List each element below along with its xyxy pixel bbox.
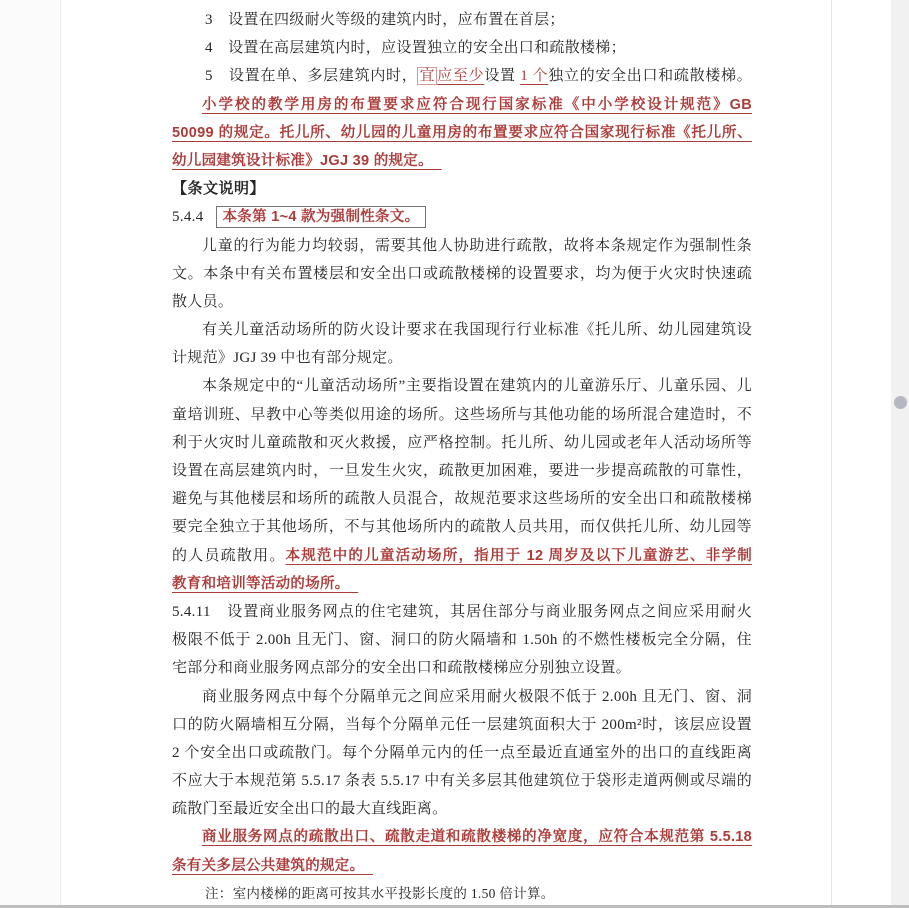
- text-run: 的人员疏散用。: [172, 547, 286, 564]
- clause-5-4-11-line-3: [172, 654, 752, 682]
- para-children-line-3: [172, 288, 752, 316]
- page-left-rule: [60, 0, 61, 908]
- red-revision-text: 本规范中的儿童活动场所，指用于 12 周岁及以下儿童游艺、非学制: [285, 547, 752, 564]
- section-label-explanation: [172, 175, 752, 203]
- text-run: 极限不低于 2.00h 且无门、窗、洞口的防火隔墙和 1.50h 的不燃性楼板完全分隔，住: [172, 632, 752, 649]
- text-run: 文。本条中有关布置楼层和安全出口或疏散楼梯的设置要求，均为便于火灾时快速疏: [172, 265, 752, 282]
- text-run: 设置在高层建筑内时，一旦发生火灾，疏散更加困难，要进一步提高疏散的可靠性，: [172, 463, 752, 479]
- para-places-line-1: [172, 372, 752, 400]
- deleted-word-box: 宜: [419, 68, 436, 85]
- mandatory-clause-box: 本条第 1~4 款为强制性条文。: [216, 206, 427, 228]
- para-standard-line-2: [172, 344, 752, 372]
- para-network-line-3: [172, 739, 752, 767]
- text-run: 设置: [484, 68, 521, 85]
- text-run: 4 设置在高层建筑内时，应设置独立的安全出口和疏散楼梯；: [205, 40, 626, 57]
- text-run: 儿童的行为能力均较弱，需要其他人协助进行疏散，故将本条规定作为强制性条: [202, 237, 752, 254]
- para-places-line-8: [172, 570, 752, 598]
- amendment-width-line-1: [172, 823, 752, 851]
- scroll-indicator-dot[interactable]: [894, 396, 907, 409]
- amendment-school-line-1: [172, 91, 752, 119]
- red-revision-text: 50099 的规定。托儿所、幼儿园的儿童用房的布置要求应符合国家现行标准《托儿所、: [172, 124, 752, 141]
- text-run: 5.4.4: [172, 209, 204, 226]
- footnote: [172, 880, 752, 908]
- para-places-line-7: [172, 542, 752, 570]
- para-children-line-1: [172, 232, 752, 260]
- text-run: 避免与其他楼层和场所的疏散人员混合，故规范要求这些场所的安全出口和疏散楼梯: [172, 491, 752, 508]
- amendment-width-line-2: [172, 852, 752, 880]
- red-revision-text: 幼儿园建筑设计标准》JGJ 39 的规定。: [172, 152, 442, 169]
- text-run: 本条规定中的“儿童活动场所”主要指设置在建筑内的儿童游乐厅、儿童乐园、儿: [202, 378, 752, 395]
- text-run: 注：室内楼梯的距离可按其水平投影长度的 1.50 倍计算。: [205, 885, 555, 901]
- para-network-line-2: [172, 711, 752, 739]
- document-content: [172, 6, 752, 908]
- para-places-line-3: [172, 429, 752, 457]
- para-network-line-5: [172, 795, 752, 823]
- red-inline-revision: 1 个: [520, 68, 549, 85]
- text-run: 有关儿童活动场所的防火设计要求在我国现行行业标准《托儿所、幼儿园建筑设: [202, 322, 752, 339]
- clause-item-3: [172, 6, 752, 34]
- red-inline-revision: 应至少: [437, 68, 485, 85]
- red-revision-text: 条有关多层公共建筑的规定。: [172, 857, 374, 874]
- text-run: 5 设置在单、多层建筑内时，: [205, 68, 418, 85]
- text-run: 3 设置在四级耐火等级的建筑内时，应布置在首层；: [205, 12, 565, 28]
- para-network-line-4: [172, 767, 752, 795]
- text-run: 宅部分和商业服务网点部分的安全出口和疏散楼梯应分别独立设置。: [172, 660, 632, 677]
- para-places-line-2: [172, 401, 752, 429]
- para-places-line-6: [172, 513, 752, 541]
- text-run: 【条文说明】: [172, 180, 266, 198]
- text-run: 商业服务网点中每个分隔单元之间应采用耐火极限不低于 2.00h 且无门、窗、洞: [202, 688, 752, 705]
- para-places-line-5: [172, 485, 752, 513]
- text-run: 不应大于本规范第 5.5.17 条表 5.5.17 中有关多层其他建筑位于袋形走道两侧或尽端的: [172, 773, 752, 790]
- red-revision-text: 小学校的教学用房的布置要求应符合现行国家标准《中小学校设计规范》GB: [202, 96, 752, 113]
- text-run: 口的防火隔墙相互分隔，当每个分隔单元任一层建筑面积大于 200m²时，该层应设置: [172, 716, 752, 733]
- para-network-line-1: [172, 683, 752, 711]
- text-run: 童培训班、早教中心等类似用途的场所。这些场所与其他功能的场所混合建造时，不: [172, 406, 752, 423]
- text-run: 2 个安全出口或疏散门。每个分隔单元内的任一点至最近直通室外的出口的直线距离: [172, 744, 752, 761]
- scrollbar-gutter: [891, 0, 909, 908]
- amendment-school-line-3: [172, 147, 752, 175]
- para-children-line-2: [172, 260, 752, 288]
- text-run: 散人员。: [172, 293, 234, 310]
- clause-item-4: [172, 34, 752, 62]
- red-revision-text: 商业服务网点的疏散出口、疏散走道和疏散楼梯的净宽度，应符合本规范第 5.5.18: [202, 829, 752, 846]
- clause-5-4-11-line-1: [172, 598, 752, 626]
- clause-5-4-11-line-2: [172, 626, 752, 654]
- text-run: 利于火灾时儿童疏散和灭火救援，应严格控制。托儿所、幼儿园或老年人活动场所等: [172, 434, 752, 451]
- para-standard-line-1: [172, 316, 752, 344]
- page-right-rule: [831, 0, 832, 908]
- para-places-line-4: [172, 457, 752, 485]
- text-run: 5.4.11 设置商业服务网点的住宅建筑，其居住部分与商业服务网点之间应采用耐火: [172, 603, 752, 620]
- clause-item-5: [172, 62, 752, 90]
- text-run: 独立的安全出口和疏散楼梯。: [548, 68, 753, 85]
- red-revision-text: 教育和培训等活动的场所。: [172, 575, 359, 592]
- text-run: 疏散门至最近安全出口的最大直线距离。: [172, 801, 448, 818]
- text-run: 要完全独立于其他场所，不与其他场所内的疏散人员共用，而仅供托儿所、幼儿园等: [172, 519, 752, 536]
- page-left-margin: [0, 0, 60, 908]
- text-run: 计规范》JGJ 39 中也有部分规定。: [172, 350, 403, 367]
- clause-5-4-4-heading: [172, 203, 752, 231]
- amendment-school-line-2: [172, 119, 752, 147]
